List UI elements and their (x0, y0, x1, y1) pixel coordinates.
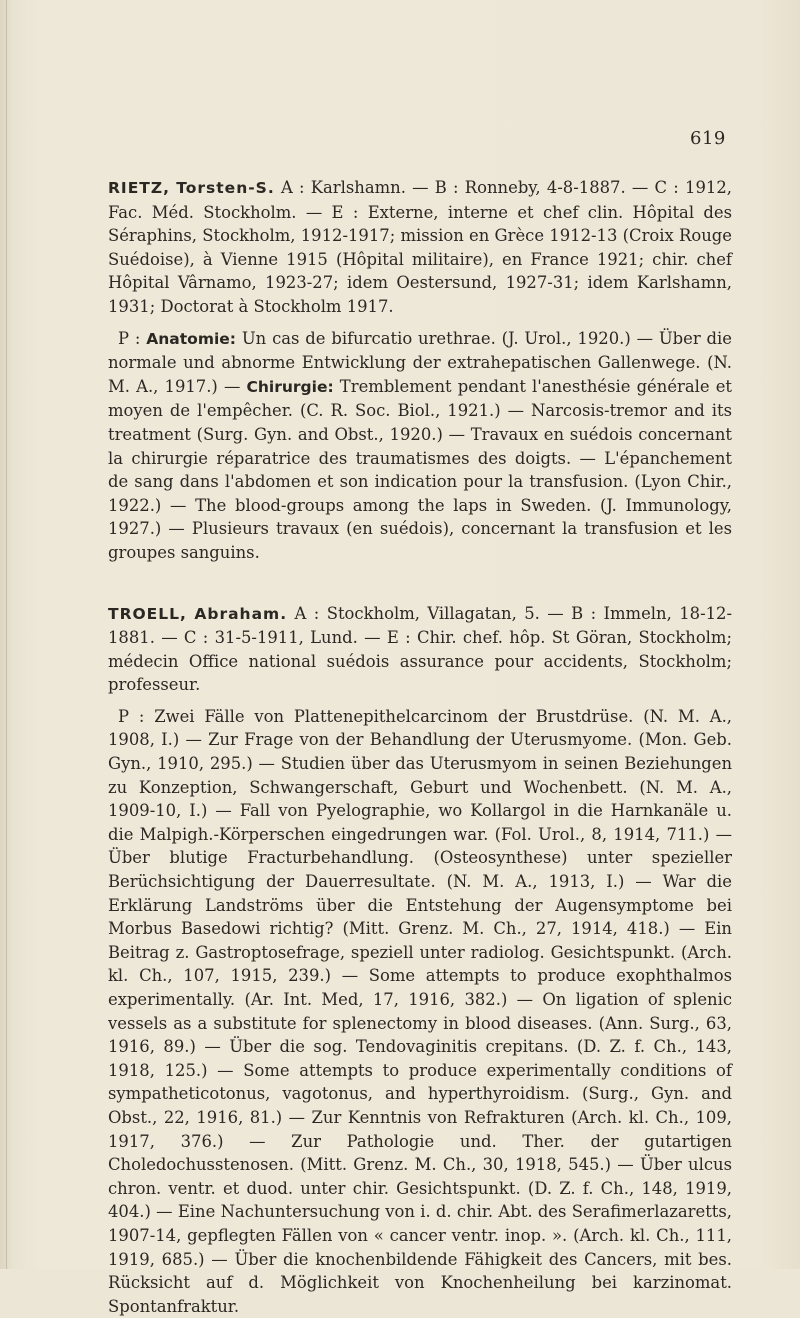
biography-entry-troell (108, 602, 732, 1318)
section-label-anatomie: Anatomie: (146, 330, 236, 348)
entry-publications: P : Zwei Fälle von Plattenepithelcarcinom der Brustdrüse. (N. M. A., 1908, I.) — Zur Frage von der Behandlung der Uterusmyome. (Mon. Geb. Gyn., 1910, 295.) — Studien über das Uterusmyom in seinen Beziehungen zu Konzeption, Schwangerschaft, Geburt und Wochenbett. (N. M. A., 1909-10, I.) — Fall von Pyelographie, wo Kollargol in die Harnkanäle u. die Malpigh.-Körperschen eingedrungen war. (Fol. Urol., 8, 1914, 711.) — Über blutige Fracturbehandlung. (Osteosynthese) unter spezieller Berüchsichtigung der Dauerresultate. (N. M. A., 1913, I.) — War die Erklärung Landströms über die Entstehung der Augensymptome bei Morbus Basedowi richtig? (Mitt. Grenz. M. Ch., 27, 1914, 418.) — Ein Beitrag z. Gastroptosefrage, speziell unter radiolog. Gesichtspunkt. (Arch. kl. Ch., 107, 1915, 239.) — Some attempts to produce exophthalmos experimentally. (Ar. Int. Med, 17, 1916, 382.) — On ligation of splenic vessels as a substitute for splenectomy in blood diseases. (Ann. Surg., 63, 1916, 89.) — Über die sog. Tendovaginitis crepitans. (D. Z. f. Ch., 143, 1918, 125.) — Some attempts to produce experimentally conditions of sympatheticotonus, vagotonus, and hyperthyroidism. (Surg., Gyn. and Obst., 22, 1916, 81.) — Zur Kenntnis von Refrakturen (Arch. kl. Ch., 109, 1917, 376.) — Zur Pathologie und. Ther. der gutartigen Choledochusstenosen. (Mitt. Grenz. M. Ch., 30, 1918, 545.) — Über ulcus chron. ventr. et duod. unter chir. Gesichtspunkt. (D. Z. f. Ch., 148, 1919, 404.) — Eine Nachuntersuchung von i. d. chir. Abt. des Serafimerlazaretts, 1907-14, gepflegten Fällen von « cancer ventr. inop. ». (Arch. kl. Ch., 111, 1919, 685.) — Über die knochenbildende Fähigkeit des Cancers, mit bes. Rücksicht auf d. Möglichkeit von Knochenheilung bei karzinomat. Spontanfraktur. (108, 705, 732, 1318)
section-label-chirurgie: Chirurgie: (247, 378, 334, 396)
entry-bio (108, 602, 732, 697)
document-body (108, 176, 732, 1318)
publications-lead: P : (118, 329, 146, 348)
entry-given-name: Abraham. (194, 605, 287, 623)
page-number: 619 (690, 128, 726, 149)
entry-bio-text: A : Stockholm, Villagatan, 5. — B : Immeln, 18-12-1881. — C : 31-5-1911, Lund. — E : Chir. chef. hôp. St Göran, Stockholm; médecin Office national suédois assurance pour accidents, Stockholm; professeur. (108, 604, 732, 695)
entry-bio-text: A : Karlshamn. — B : Ronneby, 4-8-1887. — C : 1912, Fac. Méd. Stockholm. — E : Externe, interne et chef clin. Hôpital des Séraphins, Stockholm, 1912-1917; mission en Grèce 1912-13 (Croix Rouge Suédoise), à Vienne 1915 (Hôpital militaire), en France 1921; chir. chef Hôpital Vârnamo, 1923-27; idem Oestersund, 1927-31; idem Karlshamn, 1931; Doctorat à Stockholm 1917. (108, 178, 732, 316)
biography-entry-rietz (108, 176, 732, 565)
entry-publications (108, 327, 732, 565)
entry-given-name: Torsten-S. (176, 179, 274, 197)
entry-surname: RIETZ, (108, 179, 170, 197)
section-text-chirurgie: Tremblement pendant l'anesthésie générale et moyen de l'empêcher. (C. R. Soc. Biol., 1921.) — Narcosis-tremor and its treatment (Surg. Gyn. and Obst., 1920.) — Travaux en suédois concernant la chirurgie réparatrice des traumatismes des doigts. — L'épanchement de sang dans l'abdomen et son indication pour la transfusion. (Lyon Chir., 1922.) — The blood-groups among the laps in Sweden. (J. Immunology, 1927.) — Plusieurs travaux (en suédois), concernant la transfusion et les groupes sanguins. (108, 377, 732, 562)
binding-edge (6, 0, 7, 1269)
section-text-anatomie: Un cas de bifurcatio urethrae. (J. Urol., 1920.) — Über die normale und abnorme Entwicklung der extrahepatischen Gallenwege. (N. M. A., 1917.) — (108, 329, 732, 396)
entry-surname: TROELL, (108, 605, 187, 623)
entry-bio (108, 176, 732, 319)
